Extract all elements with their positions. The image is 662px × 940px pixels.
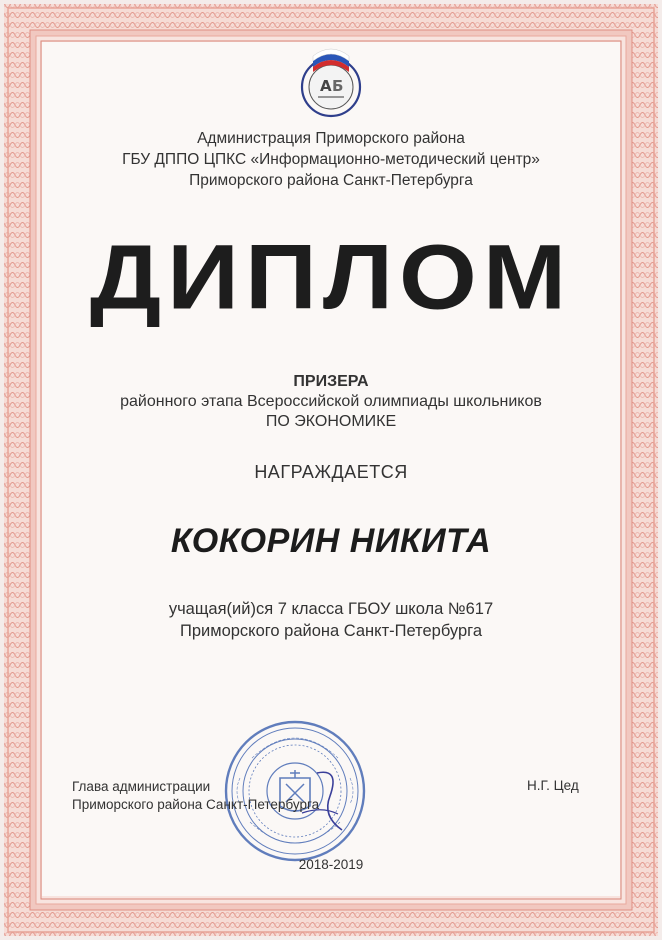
svg-text:А: А: [320, 77, 332, 95]
recipient-details: [0, 598, 662, 642]
event-line-1: районного этапа Всероссийской олимпиады школьников: [120, 393, 542, 410]
award-description: [0, 372, 662, 432]
signatory-title-line-1: Глава администрации: [72, 779, 211, 794]
signatory-name: Н.Г. Цед: [527, 778, 579, 793]
organization-header: [0, 128, 662, 191]
details-line-2: Приморского района Санкт-Петербурга: [179, 622, 483, 640]
event-line-2: ПО ЭКОНОМИКЕ: [265, 413, 397, 430]
awarded-label: НАГРАЖДАЕТСЯ: [254, 462, 408, 482]
diploma-title: ДИПЛОМ: [89, 225, 573, 329]
organization-line-1: Администрация Приморского района: [197, 130, 465, 147]
organization-line-2: ГБУ ДППО ЦПКС «Информационно-методический центр»: [122, 151, 540, 168]
organization-line-3: Приморского района Санкт-Петербурга: [189, 172, 473, 189]
olympiad-emblem-icon: [291, 47, 371, 119]
signatory-title-line-2: Приморского района Санкт-Петербурга: [72, 797, 320, 812]
svg-text:Б: Б: [332, 77, 344, 95]
signatory-title: [72, 778, 319, 814]
academic-year: 2018-2019: [298, 857, 364, 872]
details-line-1: учащая(ий)ся 7 класса ГБОУ школа №617: [168, 600, 494, 618]
recipient-type: ПРИЗЕРА: [293, 373, 369, 390]
recipient-name: КОКОРИН НИКИТА: [170, 522, 492, 560]
